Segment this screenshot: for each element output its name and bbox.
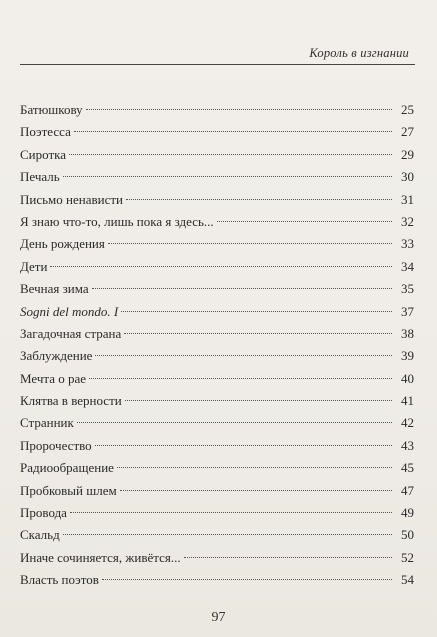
toc-entry — [20, 502, 414, 524]
dot-leader — [50, 266, 392, 267]
toc-entry-page: 47 — [401, 482, 414, 498]
toc-entry — [20, 345, 414, 367]
toc-entry-page: 39 — [401, 348, 414, 364]
toc-entry-page: 45 — [401, 460, 414, 476]
toc-entry-page: 33 — [401, 236, 414, 252]
dot-leader — [92, 288, 392, 289]
toc-entry-page: 52 — [401, 549, 414, 565]
header-rule — [20, 64, 415, 65]
toc-entry-title: Сиротка — [20, 146, 67, 162]
toc-entry-page: 27 — [401, 124, 414, 140]
toc-entry — [20, 99, 414, 121]
toc-entry — [20, 457, 414, 479]
dot-leader — [120, 490, 392, 491]
dot-leader — [217, 221, 392, 222]
toc-entry-title: Скальд — [20, 527, 60, 543]
toc-entry-page: 30 — [401, 169, 414, 185]
toc-entry — [20, 480, 414, 502]
toc-entry — [20, 121, 414, 143]
running-head: Король в изгнании — [309, 46, 409, 60]
toc-entry-page: 40 — [401, 370, 414, 386]
toc-entry-page: 29 — [401, 146, 414, 162]
toc-entry-page: 35 — [401, 281, 414, 297]
dot-leader — [77, 422, 392, 423]
toc-entry — [20, 301, 414, 323]
toc-entry — [20, 278, 414, 300]
toc-entry-title: Странник — [20, 415, 74, 431]
dot-leader — [95, 355, 392, 356]
toc-entry-page: 37 — [401, 303, 414, 319]
table-of-contents — [20, 99, 414, 592]
toc-entry-title: Заблуждение — [20, 348, 93, 364]
toc-entry-title: Письмо ненависти — [20, 191, 123, 207]
dot-leader — [124, 333, 392, 334]
toc-entry-page: 31 — [401, 191, 414, 207]
toc-entry — [20, 323, 414, 345]
toc-entry-page: 25 — [401, 102, 414, 117]
dot-leader — [70, 512, 392, 513]
toc-entry-page: 49 — [401, 505, 414, 521]
toc-entry — [20, 368, 414, 390]
toc-entry-page: 50 — [401, 527, 414, 543]
dot-leader — [86, 109, 392, 110]
toc-entry-title: Провода — [20, 505, 67, 521]
toc-entry — [20, 569, 414, 591]
toc-entry-title: Мечта о рае — [20, 370, 87, 386]
dot-leader — [95, 445, 392, 446]
toc-entry-title: Я знаю что-то, лишь пока я здесь... — [20, 213, 214, 229]
dot-leader — [184, 557, 392, 558]
toc-entry — [20, 435, 414, 457]
dot-leader — [121, 311, 392, 312]
toc-entry-page: 43 — [401, 437, 414, 453]
dot-leader — [69, 154, 392, 155]
toc-entry-title: Батюшкову — [20, 102, 83, 117]
toc-entry-title: Радиообращение — [20, 460, 114, 476]
toc-entry-title: День рождения — [20, 236, 105, 252]
toc-entry — [20, 189, 414, 211]
toc-entry — [20, 211, 414, 233]
dot-leader — [63, 534, 392, 535]
page-number: 97 — [211, 610, 226, 625]
toc-entry-page: 32 — [401, 213, 414, 229]
toc-entry — [20, 390, 414, 412]
toc-entry-title: Вечная зима — [20, 281, 89, 297]
toc-entry — [20, 547, 414, 569]
dot-leader — [63, 176, 392, 177]
toc-entry-title: Загадочная страна — [20, 325, 122, 341]
toc-entry-page: 38 — [401, 325, 414, 341]
toc-entry-title: Пророчество — [20, 437, 92, 453]
toc-entry — [20, 233, 414, 255]
dot-leader — [102, 579, 392, 580]
toc-entry-page: 42 — [401, 415, 414, 431]
toc-entry — [20, 524, 414, 546]
toc-entry-title: Sogni del mondo. I — [20, 303, 119, 319]
dot-leader — [126, 199, 392, 200]
dot-leader — [125, 400, 392, 401]
toc-entry-page: 34 — [401, 258, 414, 274]
toc-entry — [20, 166, 414, 188]
dot-leader — [117, 467, 392, 468]
dot-leader — [89, 378, 392, 379]
toc-entry — [20, 412, 414, 434]
toc-entry-title: Дети — [20, 258, 48, 274]
toc-entry-title: Поэтесса — [20, 124, 71, 140]
toc-entry-title: Иначе сочиняется, живётся... — [20, 549, 181, 565]
dot-leader — [74, 131, 392, 132]
toc-entry-title: Печаль — [20, 169, 60, 185]
dot-leader — [108, 243, 392, 244]
toc-entry-title: Клятва в верности — [20, 393, 122, 409]
toc-entry-title: Пробковый шлем — [20, 482, 117, 498]
toc-entry — [20, 144, 414, 166]
toc-entry — [20, 256, 414, 278]
toc-entry-page: 41 — [401, 393, 414, 409]
toc-entry-page: 54 — [401, 572, 414, 588]
toc-entry-title: Власть поэтов — [20, 572, 99, 588]
